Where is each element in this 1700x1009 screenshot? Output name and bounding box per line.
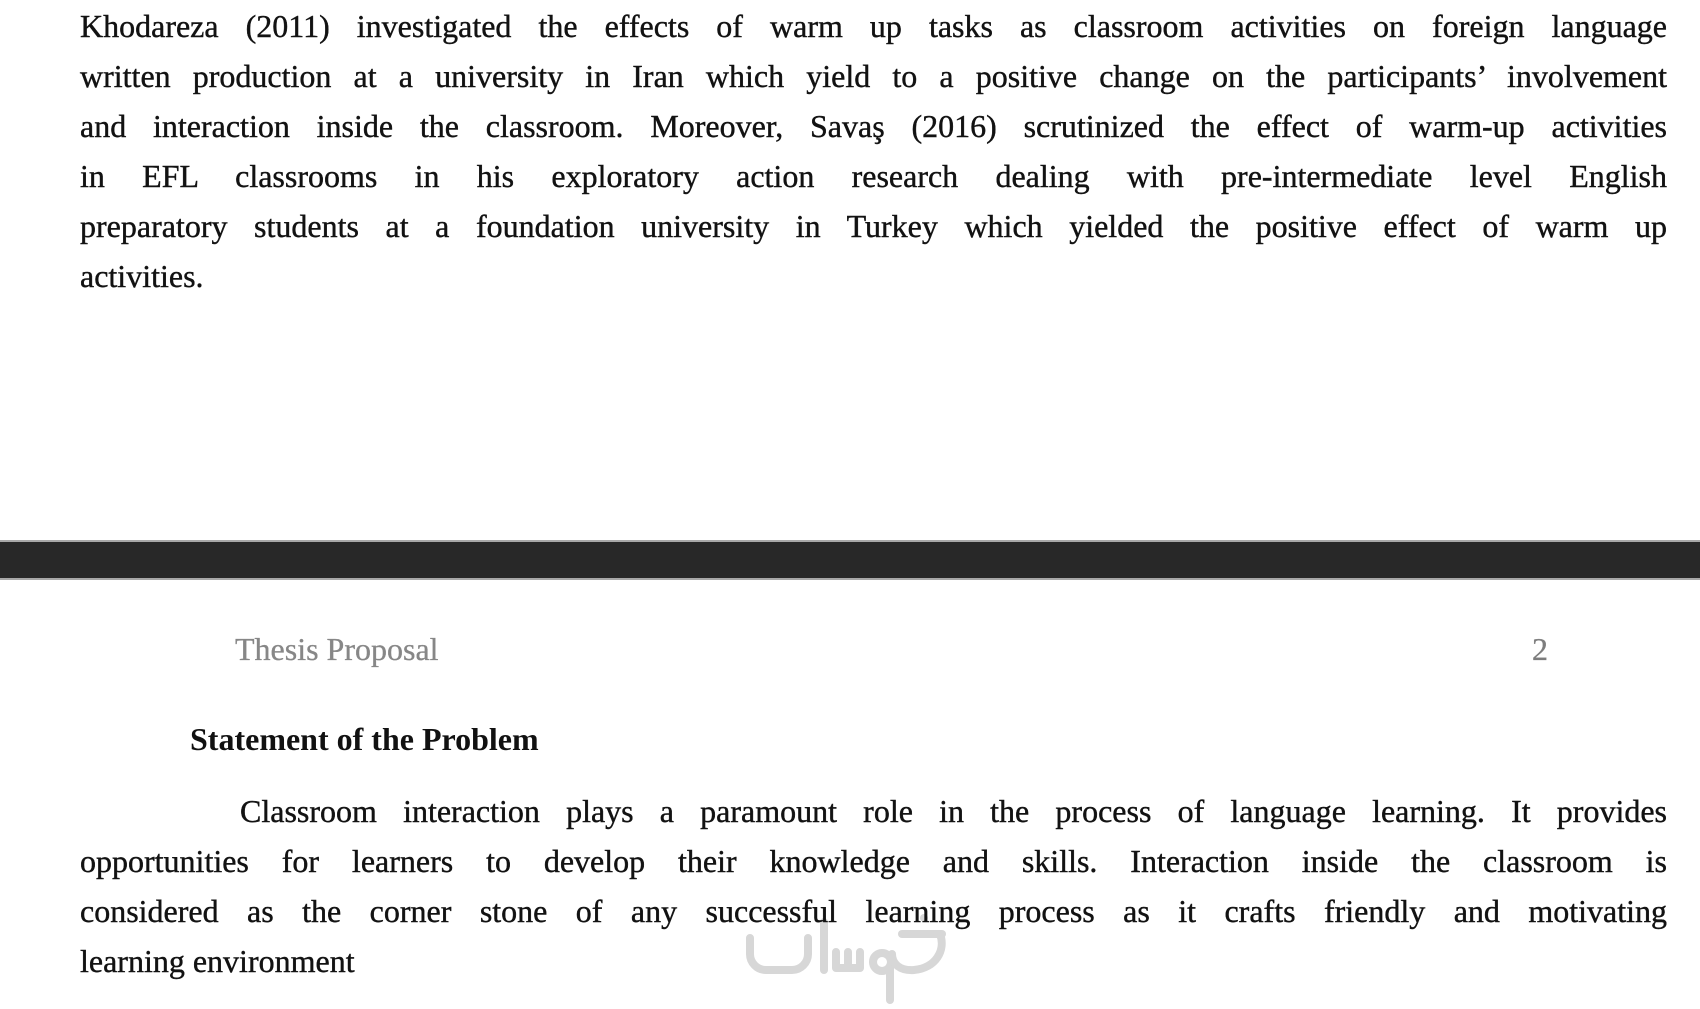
section-heading: Statement of the Problem bbox=[190, 721, 539, 757]
running-head: Thesis Proposal bbox=[235, 631, 439, 667]
body-text-line: learning environment bbox=[80, 943, 355, 979]
body-text-line: Khodareza (2011) investigated the effects of warm up tasks as classroom activities on foreign language bbox=[80, 8, 1667, 44]
body-text-line: and interaction inside the classroom. Moreover, Savaş (2016) scrutinized the effect of warm-up activities bbox=[80, 108, 1667, 144]
body-text-line: written production at a university in Iran which yield to a positive change on the participants’ involvement bbox=[80, 58, 1667, 94]
body-text-line: Classroom interaction plays a paramount role in the process of language learning. It provides bbox=[240, 793, 1667, 829]
page-separator-bar bbox=[0, 540, 1700, 580]
body-text-line: activities. bbox=[80, 258, 204, 294]
body-text-line: preparatory students at a foundation university in Turkey which yielded the positive effect of warm up bbox=[80, 208, 1667, 244]
page-number: 2 bbox=[1532, 631, 1548, 667]
body-text-line: opportunities for learners to develop their knowledge and skills. Interaction inside the classroom is bbox=[80, 843, 1667, 879]
page1-paragraph bbox=[80, 1, 1667, 301]
page2-paragraph bbox=[80, 786, 1667, 986]
body-text-line: considered as the corner stone of any successful learning process as it crafts friendly and motivating bbox=[80, 893, 1667, 929]
body-text-line: in EFL classrooms in his exploratory action research dealing with pre-intermediate level English bbox=[80, 158, 1667, 194]
